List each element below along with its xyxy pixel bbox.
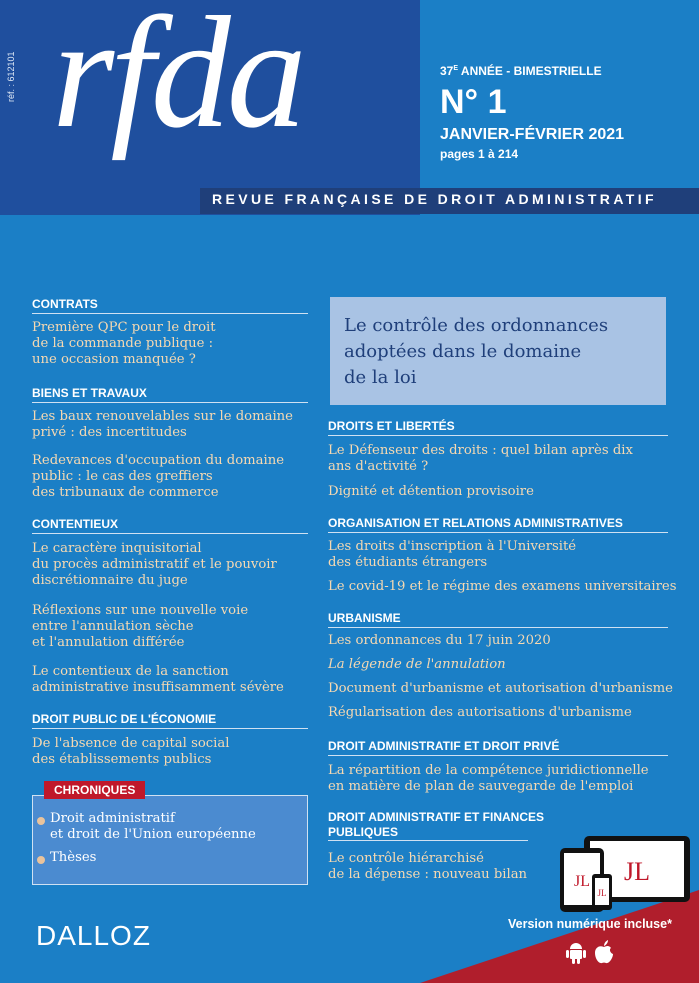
article-line: Le contrôle hiérarchisé [328, 851, 484, 866]
article-reflexions[interactable] [32, 603, 312, 651]
article-dignite[interactable]: Dignité et détention provisoire [328, 484, 534, 499]
article-line: Réflexions sur une nouvelle voie [32, 603, 249, 618]
article-ordonnances[interactable]: Les ordonnances du 17 juin 2020 [328, 633, 551, 648]
issue-pages: pages 1 à 214 [440, 147, 519, 161]
feature-line: adoptées dans le domaine [344, 341, 582, 362]
article-line: Les baux renouvelables sur le domaine [32, 409, 293, 424]
article-line: discrétionnaire du juge [32, 573, 188, 588]
section-contrats: CONTRATS [32, 297, 308, 314]
article-baux[interactable] [32, 409, 312, 441]
article-line: administrative insuffisamment sévère [32, 680, 284, 695]
section-urbanisme: URBANISME [328, 611, 668, 628]
issue-number: N° 1 [440, 83, 507, 121]
article-line: du procès administratif et le pouvoir [32, 557, 277, 572]
section-organisation: ORGANISATION ET RELATIONS ADMINISTRATIVES [328, 516, 668, 533]
issue-date: JANVIER-FÉVRIER 2021 [440, 126, 625, 143]
article-line: des tribunaux de commerce [32, 485, 219, 500]
reference-number: réf. : 612101 [6, 51, 16, 102]
article-legende[interactable]: La légende de l'annulation [328, 657, 506, 672]
article-line: Le contentieux de la sanction [32, 664, 229, 679]
article-line: une occasion manquée ? [32, 352, 196, 367]
article-line: et l'annulation différée [32, 635, 185, 650]
publisher-logo: DALLOZ [36, 920, 151, 951]
svg-text:JL: JL [597, 888, 607, 898]
article-line: Le caractère inquisitorial [32, 541, 202, 556]
chronique-theses[interactable]: Thèses [50, 850, 97, 865]
article-line: de la commande publique : [32, 336, 214, 351]
chronique-droit-ue[interactable] [50, 811, 300, 843]
devices-icon [560, 836, 692, 916]
article-line: en matière de plan de sauvegarde de l'emploi [328, 779, 634, 794]
edition-line: $37^E$ ANNÉE - BIMESTRIELLE [440, 64, 602, 78]
article-competence[interactable] [328, 763, 690, 795]
article-line: Première QPC pour le droit [32, 320, 216, 335]
feature-line: Le contrôle des ordonnances [344, 315, 609, 336]
journal-fullname: REVUE FRANÇAISE DE DROIT ADMINISTRATIF [212, 191, 657, 207]
article-covid[interactable]: Le covid-19 et le régime des examens universitaires [328, 579, 677, 594]
bullet-icon [37, 817, 45, 825]
article-line: des étudiants étrangers [328, 555, 488, 570]
apple-icon[interactable] [594, 940, 614, 964]
article-line: Droit administratif [50, 811, 175, 826]
article-line: et droit de l'Union européenne [50, 827, 256, 842]
article-line: entre l'annulation sèche [32, 619, 194, 634]
article-inscription[interactable] [328, 539, 688, 571]
android-icon[interactable] [566, 942, 586, 964]
svg-text:JL: JL [574, 873, 590, 890]
section-biens-travaux: BIENS ET TRAVAUX [32, 386, 308, 403]
article-line: de la dépense : nouveau bilan [328, 867, 528, 882]
section-libertes: DROITS ET LIBERTÉS [328, 419, 668, 436]
article-line: privé : des incertitudes [32, 425, 187, 440]
chroniques-label: CHRONIQUES [44, 781, 145, 799]
article-line: ans d'activité ? [328, 459, 429, 474]
article-defenseur[interactable] [328, 443, 688, 475]
article-line: Redevances d'occupation du domaine [32, 453, 285, 468]
article-line: Les droits d'inscription à l'Université [328, 539, 577, 554]
feature-line: de la loi [344, 367, 417, 388]
article-inquisitorial[interactable] [32, 541, 312, 589]
article-sanction[interactable] [32, 664, 312, 696]
article-document-urbanisme[interactable]: Document d'urbanisme et autorisation d'urbanisme [328, 681, 673, 696]
section-contentieux: CONTENTIEUX [32, 517, 308, 534]
article-line: public : le cas des greffiers [32, 469, 213, 484]
article-line: Le Défenseur des droits : quel bilan après dix [328, 443, 633, 458]
section-line: PUBLIQUES [328, 825, 528, 841]
article-regularisation[interactable]: Régularisation des autorisations d'urbanisme [328, 705, 632, 720]
journal-logo: rfda [52, 0, 303, 161]
article-line: La répartition de la compétence juridictionnelle [328, 763, 649, 778]
section-economie: DROIT PUBLIC DE L'ÉCONOMIE [32, 712, 308, 729]
section-droit-prive: DROIT ADMINISTRATIF ET DROIT PRIVÉ [328, 739, 668, 756]
svg-text:JL: JL [624, 857, 650, 886]
article-contrats[interactable] [32, 320, 312, 368]
article-capital-social[interactable] [32, 736, 312, 768]
digital-version-note: Version numérique incluse* [508, 917, 672, 931]
bullet-icon [37, 856, 45, 864]
article-line: des établissements publics [32, 752, 212, 767]
article-line: De l'absence de capital social [32, 736, 230, 751]
article-redevances[interactable] [32, 453, 312, 501]
section-line: DROIT ADMINISTRATIF ET FINANCES [328, 810, 544, 824]
feature-article[interactable] [344, 313, 664, 391]
